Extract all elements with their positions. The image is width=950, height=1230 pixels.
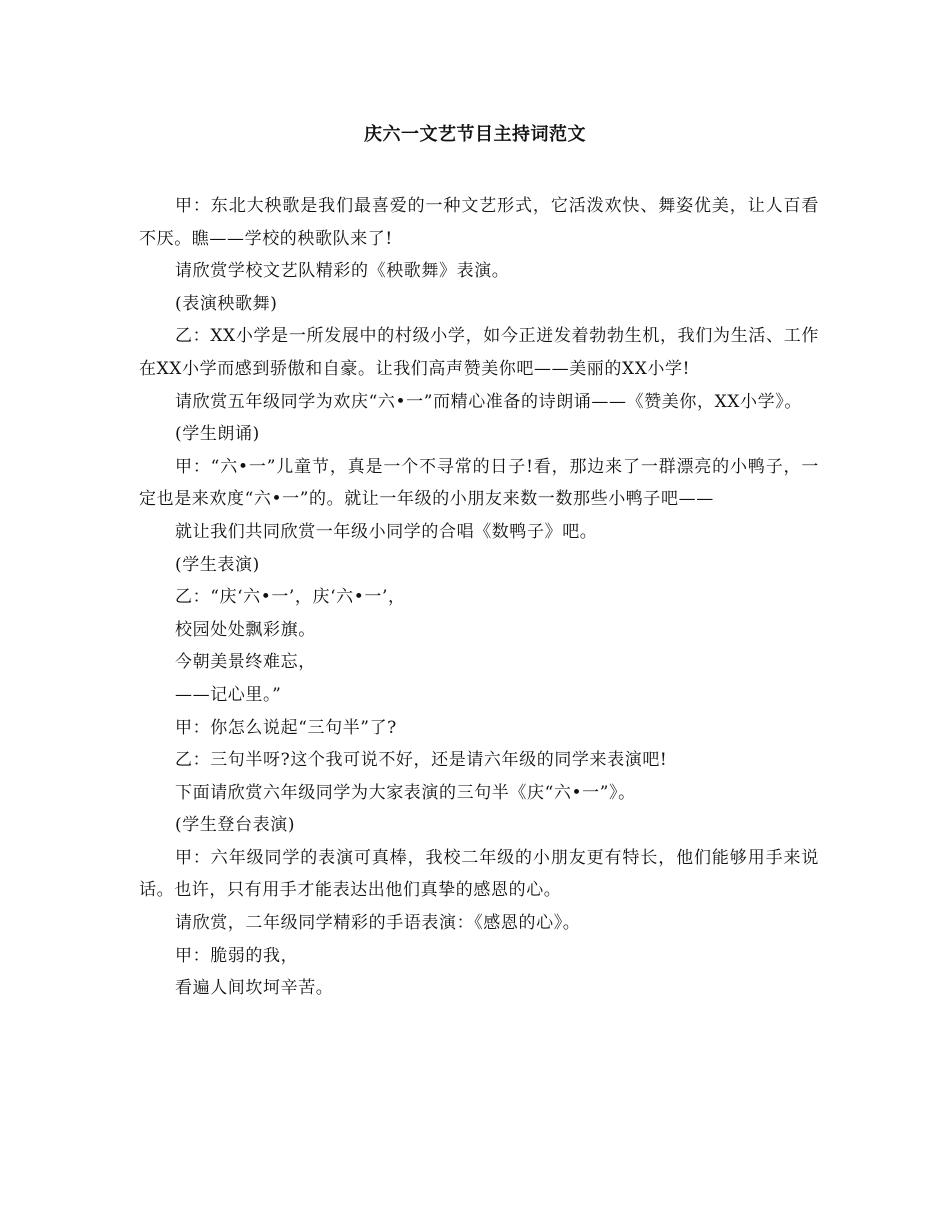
paragraph: 甲：你怎么说起“三句半”了?: [175, 717, 397, 738]
paragraph: 甲：脆弱的我，: [175, 945, 299, 966]
paragraph: 下面请欣赏六年级同学为大家表演的三句半《庆“六•一”》。: [175, 782, 636, 803]
paragraph: (学生表演): [175, 554, 260, 575]
paragraph: (学生登台表演): [175, 815, 296, 836]
paragraph: 请欣赏，二年级同学精彩的手语表演：《感恩的心》。: [175, 913, 581, 934]
paragraph: 请欣赏学校文艺队精彩的《秧歌舞》表演。: [175, 261, 510, 282]
document-title: 庆六一文艺节目主持词范文: [364, 124, 586, 145]
paragraph: ——记心里。”: [175, 684, 282, 705]
paragraph: (学生朗诵): [175, 424, 260, 445]
paragraph: 看遍人间坎坷辛苦。: [175, 978, 334, 999]
paragraph: 甲：东北大秧歌是我们最喜爱的一种文艺形式，它活泼欢快、舞姿优美，让人百看不厌。瞧——学校的秧歌队来了!: [139, 196, 819, 249]
paragraph: 校园处处飘彩旗。: [175, 619, 316, 640]
paragraph: 乙：XX小学是一所发展中的村级小学，如今正迸发着勃勃生机，我们为生活、工作在XX小学而感到骄傲和自豪。让我们高声赞美你吧——美丽的XX小学!: [139, 326, 819, 379]
document-body: [139, 190, 819, 1005]
paragraph: 就让我们共同欣赏一年级小同学的合唱《数鸭子》吧。: [175, 521, 598, 542]
paragraph: 乙：“庆‘六•一’，庆‘六•一’，: [175, 587, 406, 608]
paragraph: 乙：三句半呀?这个我可说不好，还是请六年级的同学来表演吧!: [175, 750, 668, 771]
paragraph: 甲：六年级同学的表演可真棒，我校二年级的小朋友更有特长，他们能够用手来说话。也许，只有用手才能表达出他们真挚的感恩的心。: [139, 847, 819, 901]
paragraph: 甲：“六•一”儿童节，真是一个不寻常的日子!看，那边来了一群漂亮的小鸭子，一定也是来欢度“六•一”的。就让一年级的小朋友来数一数那些小鸭子吧——: [139, 456, 819, 510]
paragraph: (表演秧歌舞): [175, 293, 278, 314]
paragraph: 今朝美景终难忘，: [175, 652, 316, 673]
paragraph: 请欣赏五年级同学为欢庆“六•一”而精心准备的诗朗诵——《赞美你，XX小学》。: [175, 391, 802, 412]
